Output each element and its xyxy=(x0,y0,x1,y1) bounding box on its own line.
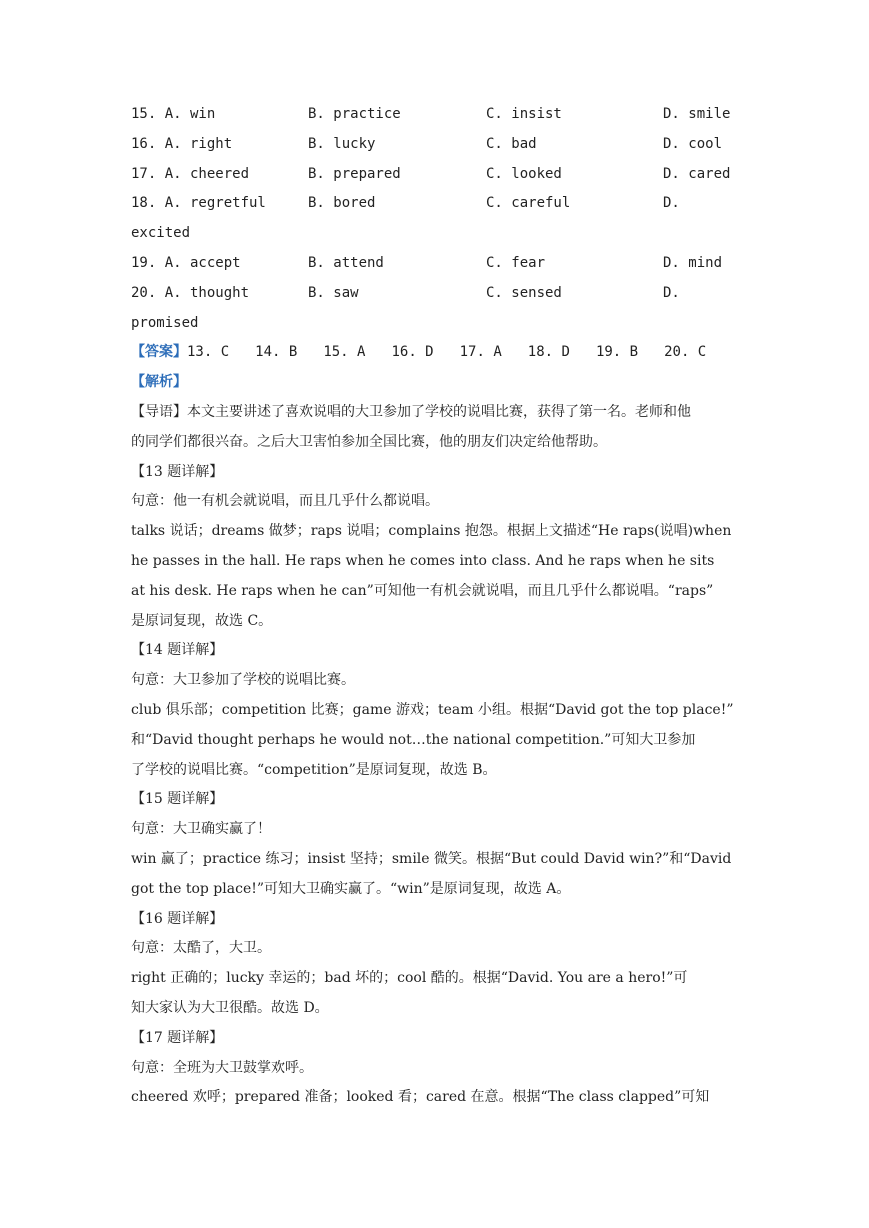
option-row-16 xyxy=(131,130,737,160)
answer-item: 17. A xyxy=(459,344,502,361)
answer-row xyxy=(131,338,737,368)
q15-heading: 【15 题详解】 xyxy=(131,791,224,808)
answer-item: 13. C xyxy=(187,344,230,361)
option-a: 18. A. regretful xyxy=(131,195,266,212)
guide-line: 的同学们都很兴奋。之后大卫害怕参加全国比赛，他的朋友们决定给他帮助。 xyxy=(131,433,607,450)
q16-explanation: right 正确的；lucky 幸运的；bad 坏的；cool 酷的。根据“David. You are a hero!”可 xyxy=(131,970,688,987)
option-row-20 xyxy=(131,279,737,309)
q16-explanation: 知大家认为大卫很酷。故选 D。 xyxy=(131,999,329,1016)
option-row-17 xyxy=(131,160,737,190)
q17-meaning: 句意：全班为大卫鼓掌欢呼。 xyxy=(131,1059,313,1076)
q17-heading: 【17 题详解】 xyxy=(131,1029,224,1046)
document-page xyxy=(131,100,737,1113)
option-row-15 xyxy=(131,100,737,130)
q15-explanation: got the top place!”可知大卫确实赢了。“win”是原词复现，故选 A。 xyxy=(131,880,571,897)
option-d: D. xyxy=(663,195,680,212)
answer-item: 16. D xyxy=(391,344,434,361)
answer-item: 15. A xyxy=(323,344,366,361)
analysis-label: 【解析】 xyxy=(131,374,187,391)
option-b: B. practice xyxy=(308,106,401,122)
answer-item: 19. B xyxy=(595,344,639,361)
option-a: 17. A. cheered xyxy=(131,165,250,182)
q15-meaning: 句意：大卫确实赢了！ xyxy=(131,821,271,838)
option-c: C. bad xyxy=(486,135,537,152)
options-list xyxy=(131,100,737,338)
option-row-19 xyxy=(131,249,737,279)
q13-meaning: 句意：他一有机会就说唱，而且几乎什么都说唱。 xyxy=(131,493,439,510)
option-d: D. xyxy=(663,284,680,301)
option-a: 19. A. accept xyxy=(131,254,241,271)
option-c: C. fear xyxy=(486,254,546,271)
option-c: C. looked xyxy=(486,165,562,182)
option-b: B. prepared xyxy=(308,165,401,182)
option-a: 20. A. thought xyxy=(131,284,250,301)
option-d: D. cool xyxy=(663,135,723,152)
q14-explanation: 和“David thought perhaps he would not…the national competition.”可知大卫参加 xyxy=(131,731,696,748)
option-b: B. attend xyxy=(308,254,384,271)
option-d: D. cared xyxy=(663,165,731,182)
q16-meaning: 句意：太酷了，大卫。 xyxy=(131,940,271,957)
answer-label: 【答案】 xyxy=(131,344,187,361)
q14-heading: 【14 题详解】 xyxy=(131,642,224,659)
q17-explanation: cheered 欢呼；prepared 准备；looked 看；cared 在意。根据“The class clapped”可知 xyxy=(131,1089,710,1106)
q16-heading: 【16 题详解】 xyxy=(131,910,224,927)
q13-explanation: he passes in the hall. He raps when he comes into class. And he raps when he sits xyxy=(131,552,715,569)
option-a: 15. A. win xyxy=(131,106,216,122)
q14-meaning: 句意：大卫参加了学校的说唱比赛。 xyxy=(131,672,355,689)
guide-line: 【导语】本文主要讲述了喜欢说唱的大卫参加了学校的说唱比赛，获得了第一名。老师和他 xyxy=(131,403,691,420)
answer-item: 14. B xyxy=(255,344,298,361)
answer-item: 20. C xyxy=(664,344,707,361)
q14-explanation: 了学校的说唱比赛。“competition”是原词复现，故选 B。 xyxy=(131,761,497,778)
option-a: 16. A. right xyxy=(131,135,233,152)
option-d: D. smile xyxy=(663,106,731,122)
option-d: D. mind xyxy=(663,254,723,271)
option-c: C. careful xyxy=(486,195,571,212)
q13-explanation: at his desk. He raps when he can”可知他一有机会就说唱，而且几乎什么都说唱。“raps” xyxy=(131,582,714,599)
q13-explanation: 是原词复现，故选 C。 xyxy=(131,612,273,629)
option-b: B. lucky xyxy=(308,135,376,152)
answer-item: 18. D xyxy=(527,344,570,361)
option-b: B. saw xyxy=(308,284,359,301)
q13-heading: 【13 题详解】 xyxy=(131,463,224,480)
option-d-wrap: promised xyxy=(131,314,199,331)
q14-explanation: club 俱乐部；competition 比赛；game 游戏；team 小组。根据“David got the top place!” xyxy=(131,701,734,718)
option-c: C. insist xyxy=(486,106,562,122)
q15-explanation: win 赢了；practice 练习；insist 坚持；smile 微笑。根据“But could David win?”和“David xyxy=(131,850,732,867)
option-c: C. sensed xyxy=(486,284,562,301)
option-row-18 xyxy=(131,189,737,219)
option-b: B. bored xyxy=(308,195,376,212)
q13-explanation: talks 说话；dreams 做梦；raps 说唱；complains 抱怨。根据上文描述“He raps(说唱)when xyxy=(131,523,732,540)
option-d-wrap: excited xyxy=(131,225,191,242)
